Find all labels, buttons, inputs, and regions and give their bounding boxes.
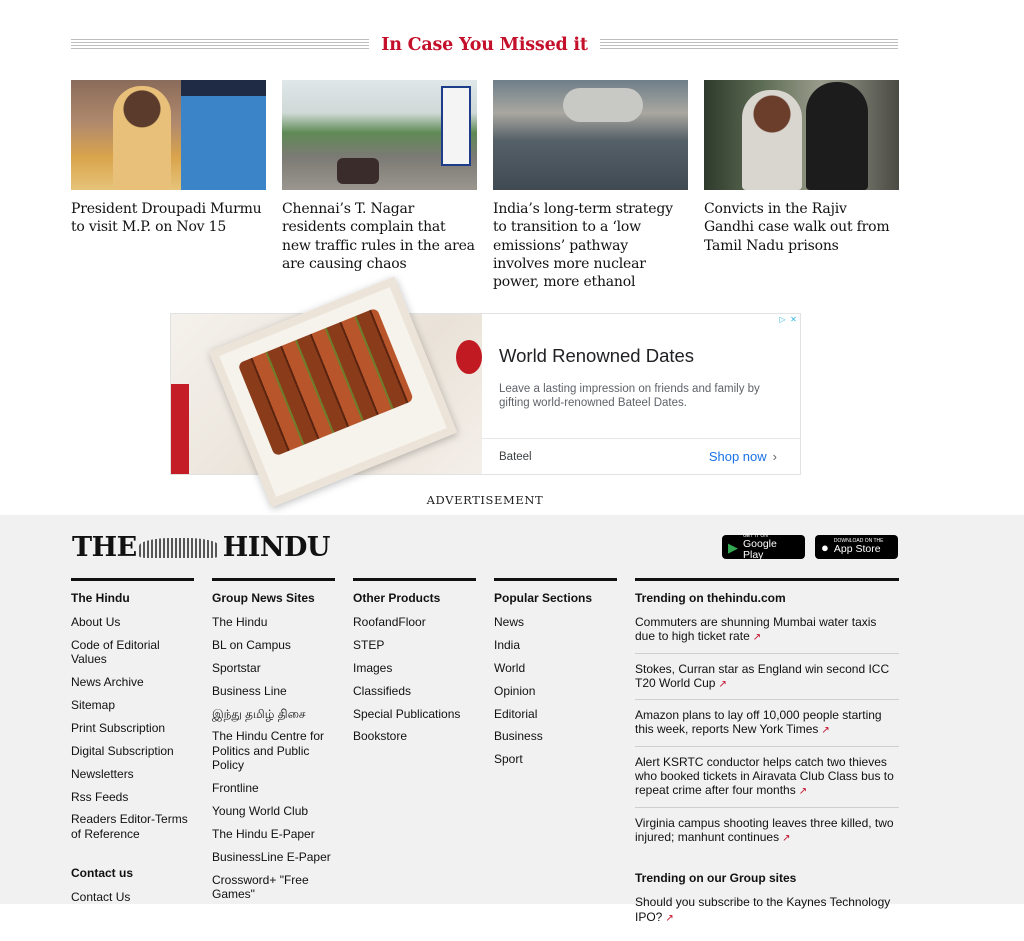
footer-columns xyxy=(71,578,899,941)
trending-arrow-icon: ↗ xyxy=(752,632,762,644)
ad-brand[interactable]: Bateel xyxy=(499,450,532,463)
trending-link[interactable]: Virginia campus shooting leaves three killed, two injured; manhunt continues xyxy=(635,815,894,844)
footer-column-other-products xyxy=(353,578,476,941)
footer-link[interactable]: Newsletters xyxy=(71,766,134,781)
article-thumbnail[interactable] xyxy=(493,80,688,190)
chevron-right-icon: › xyxy=(772,449,777,464)
footer-link[interactable]: The Hindu E-Paper xyxy=(212,826,315,841)
store-big-label: App Store xyxy=(833,543,881,556)
article-title[interactable]: President Droupadi Murmu to visit M.P. on Nov 15 xyxy=(71,201,262,236)
shop-now-button[interactable] xyxy=(709,449,777,464)
footer-link[interactable]: Crossword+ "Free Games" xyxy=(212,872,309,901)
ad-image[interactable] xyxy=(171,314,482,474)
ad-body[interactable] xyxy=(482,314,800,474)
column-heading: Group News Sites xyxy=(212,591,315,605)
article-card[interactable] xyxy=(282,80,477,291)
emblem-icon xyxy=(139,534,221,560)
store-small-label: GET IT ON xyxy=(743,533,768,539)
footer-link[interactable]: Code of Editorial Values xyxy=(71,637,160,667)
footer-column-trending xyxy=(635,578,899,941)
section-title: In Case You Missed it xyxy=(381,35,588,55)
footer-link[interactable]: STEP xyxy=(353,637,385,652)
app-store-badges xyxy=(722,535,898,559)
footer-link[interactable]: News Archive xyxy=(71,675,144,690)
column-heading: Other Products xyxy=(353,591,441,605)
ad-info-icon[interactable]: ▷ xyxy=(779,315,786,324)
footer-link[interactable]: News xyxy=(494,615,525,629)
footer-link[interactable]: Sport xyxy=(494,752,523,767)
trending-arrow-icon: ↗ xyxy=(821,725,830,737)
header-rule-left xyxy=(71,39,369,51)
article-title[interactable]: Chennai’s T. Nagar residents complain that new traffic rules in the area are causing chaos xyxy=(282,201,475,272)
footer-link[interactable]: Sportstar xyxy=(212,660,261,675)
missed-section-header xyxy=(71,34,898,56)
footer-link[interactable]: The Hindu Centre for Politics and Public Policy xyxy=(212,729,325,773)
footer-link[interactable]: Young World Club xyxy=(212,803,309,818)
column-heading: Contact us xyxy=(71,866,134,881)
store-big-label: Google Play xyxy=(743,538,777,561)
footer-link[interactable]: Images xyxy=(353,660,393,675)
store-small-label: DOWNLOAD ON THE xyxy=(833,538,884,545)
trending-item[interactable] xyxy=(635,755,899,808)
article-title[interactable]: Convicts in the Rajiv Gandhi case walk out from Tamil Nadu prisons xyxy=(704,201,890,254)
footer-link[interactable]: Business Line xyxy=(212,683,287,698)
logo-text-left: THE xyxy=(72,531,137,563)
footer-column-group-news xyxy=(212,578,335,941)
footer-link[interactable]: Bookstore xyxy=(353,729,408,744)
footer-link[interactable]: RoofandFloor xyxy=(353,615,426,629)
trending-link[interactable]: Stokes, Curran star as England win second ICC T20 World Cup xyxy=(635,661,890,690)
trending-arrow-icon: ↗ xyxy=(718,678,727,690)
trending-item[interactable] xyxy=(635,662,899,701)
play-store-icon: ▶ xyxy=(728,539,738,555)
column-heading: Trending on thehindu.com xyxy=(635,591,786,605)
column-heading: Trending on our Group sites xyxy=(635,871,797,886)
trending-arrow-icon: ↗ xyxy=(782,832,791,844)
app-store-button[interactable] xyxy=(815,535,898,559)
column-heading: The Hindu xyxy=(71,591,130,605)
footer-link[interactable]: BL on Campus xyxy=(212,637,291,652)
trending-item[interactable] xyxy=(635,895,899,933)
trending-item[interactable] xyxy=(635,615,899,654)
article-card[interactable] xyxy=(71,80,266,291)
ad-choices-badge[interactable] xyxy=(778,315,798,324)
footer-link[interactable]: Digital Subscription xyxy=(71,743,174,758)
header-rule-right xyxy=(600,39,898,51)
trending-link[interactable]: Amazon plans to lay off 10,000 people starting this week, reports New York Times xyxy=(635,708,882,737)
trending-arrow-icon: ↗ xyxy=(798,786,808,798)
shop-now-label: Shop now xyxy=(708,449,767,464)
ad-footer xyxy=(482,438,800,474)
missed-cards xyxy=(71,80,898,291)
footer-link[interactable]: Rss Feeds xyxy=(71,789,129,804)
trending-link[interactable]: Commuters are shunning Mumbai water taxis due to high ticket rate xyxy=(635,615,877,644)
footer-link[interactable]: இந்து தமிழ் திசை xyxy=(212,706,306,721)
footer-column-the-hindu xyxy=(71,578,194,941)
footer-link[interactable]: The Hindu xyxy=(212,615,268,629)
footer-link[interactable]: World xyxy=(494,660,526,675)
close-icon[interactable]: ✕ xyxy=(790,315,797,324)
site-footer xyxy=(0,515,1024,924)
advertisement-label: ADVERTISEMENT xyxy=(426,493,544,507)
trending-item[interactable] xyxy=(635,816,899,854)
the-hindu-logo[interactable] xyxy=(72,532,330,562)
google-play-button[interactable] xyxy=(722,535,805,559)
footer-link[interactable]: Opinion xyxy=(494,683,536,698)
ad-banner[interactable] xyxy=(170,313,801,475)
apple-icon: ● xyxy=(821,539,829,555)
footer-link[interactable]: Special Publications xyxy=(353,706,461,721)
ad-description: Leave a lasting impression on friends and family by gifting world-renowned Bateel Dates. xyxy=(499,383,760,409)
column-heading: Popular Sections xyxy=(494,591,593,605)
article-thumbnail[interactable] xyxy=(704,80,899,190)
article-card[interactable] xyxy=(704,80,899,291)
footer-link[interactable]: Contact Us xyxy=(71,890,131,905)
footer-link[interactable]: BusinessLine E-Paper xyxy=(212,849,331,864)
article-title[interactable]: India’s long-term strategy to transition to a ‘low emissions’ pathway involves more nuclear power, more ethanol xyxy=(493,201,673,291)
trending-item[interactable] xyxy=(635,708,899,747)
footer-link[interactable]: Print Subscription xyxy=(71,720,166,735)
logo-text-right: HINDU xyxy=(222,531,330,563)
ad-title[interactable]: World Renowned Dates xyxy=(499,345,695,366)
trending-arrow-icon: ↗ xyxy=(665,912,674,924)
footer-link[interactable]: Sitemap xyxy=(71,697,116,712)
footer-link[interactable]: India xyxy=(494,637,521,652)
article-thumbnail[interactable] xyxy=(71,80,266,190)
footer-link[interactable]: Frontline xyxy=(212,780,259,795)
footer-link[interactable]: About Us xyxy=(71,615,121,629)
article-card[interactable] xyxy=(493,80,688,291)
footer-link[interactable]: Readers Editor-Terms of Reference xyxy=(71,812,188,841)
footer-link[interactable]: Editorial xyxy=(494,706,538,721)
trending-link[interactable]: Alert KSRTC conductor helps catch two thieves who booked tickets in Airavata Club Class bus to repeat crime after four months xyxy=(635,754,894,798)
footer-column-popular xyxy=(494,578,617,941)
footer-link[interactable]: Classifieds xyxy=(353,683,412,698)
footer-link[interactable]: Business xyxy=(494,729,543,744)
trending-link[interactable]: Should you subscribe to the Kaynes Technology IPO? xyxy=(635,895,891,924)
article-thumbnail[interactable] xyxy=(282,80,477,190)
